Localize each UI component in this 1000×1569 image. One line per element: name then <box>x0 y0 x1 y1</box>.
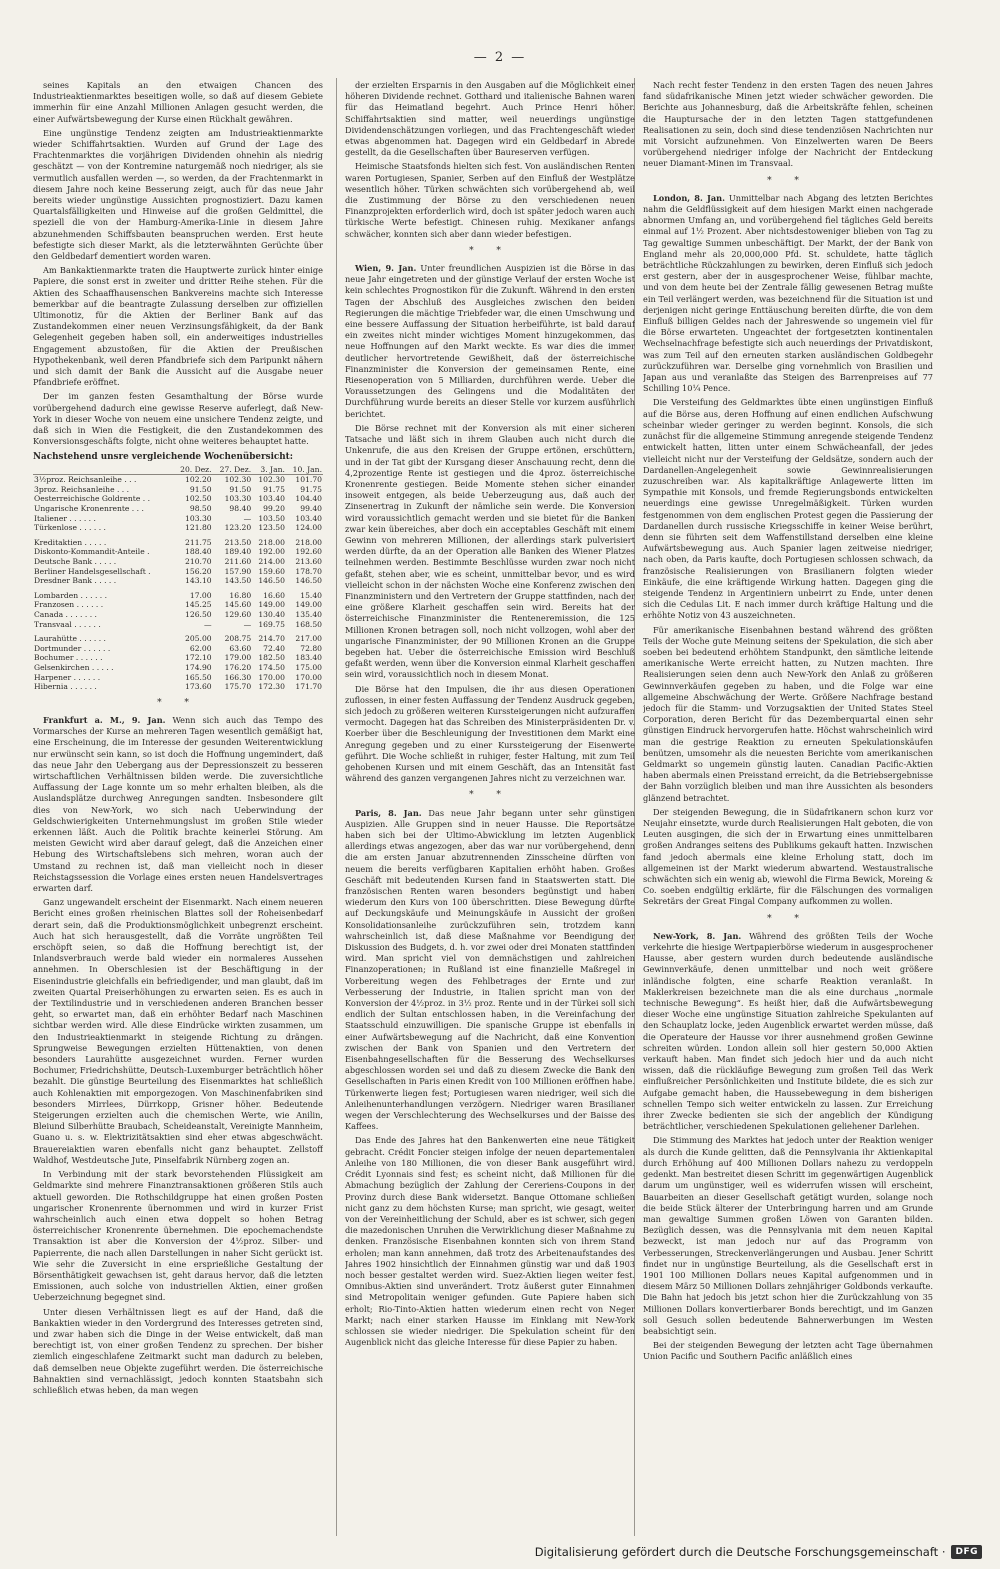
quote-cell: 63.60 <box>229 643 252 653</box>
quote-cell: 213.60 <box>295 557 322 567</box>
quote-cell: 102.30 <box>224 475 252 485</box>
quote-cell: 99.20 <box>263 504 285 514</box>
table-header-cell: 3. Jan. <box>252 465 286 475</box>
quote-cell: 98.40 <box>229 504 252 514</box>
quote-cell: 172.10 <box>185 653 212 663</box>
quote-cell: 149.00 <box>295 600 322 610</box>
quote-cell: 103.30 <box>185 513 212 523</box>
quote-cell: 168.50 <box>295 619 322 629</box>
quote-cell: 218.00 <box>295 537 322 547</box>
table-header-cell <box>33 465 173 475</box>
paragraph <box>643 931 933 1133</box>
security-name-cell: 3½proz. Reichsanleihe . . . <box>34 475 137 485</box>
table-header-cell: 27. Dez. <box>213 465 253 475</box>
table-row <box>33 682 323 692</box>
quote-cell: 16.60 <box>263 590 285 600</box>
paragraph: In Verbindung mit der stark bevorstehenden Flüssigkeit am Geldmarkte sind mehrere Finanztransaktionen größeren Stils auch aktuell geworden. Die Rothschildgruppe hat einen großen Posten ungarischer Kronenrente übernommen und wird in kurzer Frist wahrscheinlich auch einen etwa doppelt so hohen Betrag österreichischer Kronenrente übernehmen. Die epochemachendste Transaktion ist aber die Konversion der 4½proz. Silber- und Papierrente, die nach allen Darstellungen in naher Sicht gerückt ist. Wie sehr die Zuversicht in eine ersprießliche Gestaltung der Börsenthätigkeit gewachsen ist, geht daraus hervor, daß die letzten Emissionen, auch solche von industriellen Aktien, einer großen Ueberzeichnung begegnet sind. <box>33 1169 323 1303</box>
quote-cell: 103.40 <box>295 513 322 523</box>
table-row <box>33 600 323 610</box>
quote-cell: 103.50 <box>258 513 285 523</box>
quote-cell: 91.50 <box>229 484 252 494</box>
quote-cell: 188.40 <box>185 547 212 557</box>
table-row <box>33 673 323 683</box>
paragraph: Eine ungünstige Tendenz zeigten am Industrieaktienmarkte wieder Schiffahrtsaktien. Wurden auf Grund der Lage des Frachtenmarktes die vorjährigen Dividenden ohnehin als niedrig geschätzt — von der Kontremine naturgemäß noch niedriger, als sie vermutlich ausfallen werden —, so werden, da der Frachtenmarkt in diesem Jahre noch keine Besserung zeigt, auch für das neue Jahr bereits wieder ungünstige Aussichten prognostiziert. Dazu kamen Quartalsfälligkeiten und Hinweise auf die großen Geldmittel, die speziell die von der Hamburg-Amerika-Linie in diesem Jahre abzunehmenden Schiffsbauten beanspruchen werden. Erst heute befestigte sich dieser Markt, als die letzterwähnten Gerüchte über den Geldbedarf dementiert worden waren. <box>33 127 323 262</box>
section-separator: * * <box>157 697 199 708</box>
security-name-cell: Türkenlose . . . . . . <box>34 523 106 533</box>
security-name-cell: Italiener . . . . . . <box>34 513 96 523</box>
table-row <box>33 494 323 504</box>
section-separator: * * <box>767 913 809 924</box>
quote-cell: 104.40 <box>295 494 322 504</box>
security-name-cell: Gelsenkirchen . . . . . <box>34 662 114 672</box>
table-row <box>33 475 323 485</box>
quote-cell: 91.75 <box>263 484 285 494</box>
table-row <box>33 576 323 586</box>
security-name-cell: Dortmunder . . . . . . <box>34 643 111 653</box>
dateline-paris: Paris, 8. Jan. <box>355 807 422 818</box>
column-left <box>33 80 323 1535</box>
quote-cell: 149.00 <box>258 600 285 610</box>
column-right <box>643 80 933 1535</box>
quote-cell: 130.40 <box>258 610 285 620</box>
security-name-cell: Transvaal . . . . . . <box>34 619 101 629</box>
quote-cell: 157.90 <box>224 566 252 576</box>
section-separator: * * <box>469 790 511 801</box>
quote-cell: 62.00 <box>189 643 212 653</box>
quote-cell: 214.70 <box>258 634 285 644</box>
quote-cell: 208.75 <box>224 634 252 644</box>
quote-cell: 170.00 <box>258 672 285 682</box>
security-name-cell: Harpener . . . . . . <box>34 672 101 682</box>
quote-cell: 173.60 <box>185 682 212 692</box>
quote-cell: 103.40 <box>258 494 285 504</box>
table-row <box>33 547 323 557</box>
table-header-cell: 10. Jan. <box>286 465 323 475</box>
column-rule <box>336 78 337 1536</box>
quote-cell: 192.60 <box>295 547 322 557</box>
quote-cell: 143.50 <box>224 576 252 586</box>
paragraph-text: Das neue Jahr begann unter sehr günstigen Auspizien. Alle Gruppen sind in neuer Hausse. Die Reportsätze haben sich bei der Ultimo-Abwicklung im letzten Augenblick allerdings etwas angezogen, aber das war nur vorübergehend, denn die am ersten Januar abzutrennenden Zinsscheine dürften von neuem die bereits verfügbaren Kapitalien erhöht haben. Großes Geschäft mit bedeutenden Kursen fand in Staatswerten statt. Die französischen Renten waren besonders begünstigt und haben wiederum den Kurs von 100 überschritten. Diese Bewegung dürfte auf Deckungskäufe und Meinungskäufe in Aussicht der großen Konsolidationsanleihe zurückzuführen sein, trotzdem kann wahrscheinlich ist, daß diese Maßnahme vor Beendigung der Diskussion des Budgets, d. h. vor zwei oder drei Monaten stattfinden wird. Man spricht viel von demnächstigen und zahlreichen Finanzoperationen; in Rußland ist eine finanzielle Maßregel in Vorbereitung wegen des Fehlbetrages der Ernte und zur Verbesserung der Industrie, in Italien spricht man von der Konversion der 4½proz. in 3½ proz. Rente und in der Türkei soll sich endlich der Sultan entschlossen haben, in die Vereinfachung der Staatsschuld einzuwilligen. Die spanische Gruppe ist ebenfalls in einer Aufwärtsbewegung auf die Nachricht, daß eine Konvention zwischen der Bank von Spanien und den Vertretern der Eisenbahngesellschaften für die Besserung des Wechselkurses abgeschlossen worden sei und daß zu diesem Zwecke die Bank den Gesellschaften in Paris einen Kredit von 100 Millionen eröffnen habe. Türkenwerte liegen fest; Portugiesen waren niedriger, weil sich die Anleihenunterhandlungen verzögern. Niedriger waren Brasilianer wegen der Verschlechterung des Wechselkurses und der Baisse des Kaffees. <box>345 807 635 1132</box>
quote-cell: 179.00 <box>224 653 252 663</box>
table-row <box>33 610 323 620</box>
quote-cell: 124.00 <box>295 523 322 533</box>
security-name-cell: Kreditaktien . . . . . <box>34 537 107 547</box>
quote-cell: 123.50 <box>258 523 285 533</box>
table-row <box>33 567 323 577</box>
table-header-cell: 20. Dez. <box>173 465 213 475</box>
quote-cell: 213.50 <box>224 537 252 547</box>
paragraph: Die Börse hat den Impulsen, die ihr aus diesen Operationen zuflossen, in einer festen Auffassung der Tendenz Ausdruck gegeben, sich jedoch zu größeren weiteren Kurssteigerungen nicht aufzuraffen vermocht. Dagegen hat das Schreiben des Ministerpräsidenten Dr. v. Koerber über die Beschleunigung der Investitionen dem Markt eine Anregung gegeben und zu einer Kurssteigerung der Eisenwerte geführt. Die Woche schließt in ruhiger, fester Haltung, mit zum Teil gehobenen Kursen und mit einem Geschäft, das an Intensität fast während des ganzen vergangenen Jahres nicht zu verzeichnen war. <box>345 683 635 784</box>
quote-cell: 205.00 <box>185 634 212 644</box>
quote-cell: 72.80 <box>300 643 322 653</box>
quote-cell: 175.70 <box>224 682 252 692</box>
quote-cell: 102.30 <box>258 475 285 485</box>
quote-cell: 159.60 <box>258 566 285 576</box>
security-name-cell: Deutsche Bank . . . . . <box>34 557 117 567</box>
table-row <box>33 644 323 654</box>
paragraph: Unter diesen Verhältnissen liegt es auf der Hand, daß die Bankaktien wieder in den Vordergrund des Interesses getreten sind, und zwar haben sich die Dinge in der Weise entwickelt, daß man berechtigt ist, von einer großen Tendenz zu sprechen. Der bisher ziemlich eingeschlafene Zeitmarkt sucht man dadurch zu beleben, daß demselben neue Objekte zugeführt werden. Die österreichische Bahnaktien sind vernachlässigt, jedoch konnten Staatsbahn sich schließlich etwas heben, da man wegen <box>33 1306 323 1395</box>
table-title: Nachstehend unsre vergleichende Wochenübersicht: <box>33 451 293 462</box>
paragraph: Bei der steigenden Bewegung der letzten acht Tage übernahmen Union Pacific und Southern Pacific anläßlich eines <box>643 1340 933 1362</box>
footer-text: Digitalisierung gefördert durch die Deutsche Forschungsgemeinschaft · <box>534 1545 946 1559</box>
column-middle <box>345 80 635 1535</box>
security-name-cell: Dresdner Bank . . . . . <box>34 576 117 586</box>
quote-cell: 17.00 <box>189 590 212 600</box>
quote-cell: 102.50 <box>185 494 212 504</box>
security-name-cell: Laurahütte . . . . . . <box>34 634 106 644</box>
security-name-cell: Franzosen . . . . . . <box>34 600 104 610</box>
quote-cell: 91.75 <box>300 484 322 494</box>
quote-cell: 171.70 <box>295 682 322 692</box>
security-name-cell: Lombarden . . . . . . <box>34 590 108 600</box>
security-name-cell: Diskonto-Kommandit-Anteile . <box>34 547 150 557</box>
security-name-cell: Oesterreichische Goldrente . . <box>34 494 151 504</box>
page-number: — 2 — <box>473 50 527 65</box>
quote-cell: 175.00 <box>295 662 322 672</box>
quote-cell: 143.10 <box>185 576 212 586</box>
table-header-row <box>33 465 323 475</box>
section-separator: * * <box>767 175 809 186</box>
quote-cell: 101.70 <box>295 475 322 485</box>
table-row <box>33 485 323 495</box>
quote-cell: 98.50 <box>189 504 212 514</box>
table-row <box>33 538 323 548</box>
table-row <box>33 557 323 567</box>
quote-cell: 156.20 <box>185 566 212 576</box>
table-row <box>33 663 323 673</box>
paragraph: Die Stimmung des Marktes hat jedoch unter der Reaktion weniger als durch die Kunde gelitten, daß die Pennsylvania ihr Aktienkapital durch Erhöhung auf 400 Millionen Dollars nahezu zu verdoppeln gedenkt. Man bestreitet diesen Schritt im gegenwärtigen Augenblick darum um ungünstiger, weil es widerrufen wissen will erscheint, Bauarbeiten an dieser Gesellschaft getätigt wurden, solange noch die beide Stück älterer der Unterbringung harren und am Grunde man gewaltige Summen großen Löwen von Garanten bilden. Bezüglich dessen, was die Pennsylvania mit dem neuen Kapital bezweckt, ist man jedoch nur auf das Programm von Verbesserungen, Streckenverlängerungen und Ausbau. Jener Schritt findet nur in ungünstige Beurteilung, als die Gesellschaft erst in 1901 100 Millionen Dollars neues Kapital aufgenommen und in diesem März 50 Millionen Dollars zehnjähriger Goldbonds verkaufte. Die Bahn hat jedoch bis jetzt schon hier die Zurückzahlung von 35 Millionen Dollars konvertierbarer Bonds berechtigt, und im Ganzen soll Gesuch sollen bedeutende Bahnerwerbungen im Westen beabsichtigt sein. <box>643 1135 933 1336</box>
paragraph: Der steigenden Bewegung, die in Südafrikanern schon kurz vor Neujahr einsetzte, wurde durch Realisierungen Halt geboten, die von Leuten ausgingen, die sich der in Erwartung eines unmittelbaren großen Andranges seitens des Publikums gekauft hatten. Inzwischen fand jedoch abermals eine kleine Erholung statt, doch im allgemeinen ist der Markt wiederum abwartend. Westaustralische schwächten sich ein wenig ab, wiewohl die Firma Bewick, Moreing & Co. soeben endgültig erklärte, für die Fälschungen des vormaligen Sekretärs der Great Fingal Company aufkommen zu wollen. <box>643 806 933 907</box>
quote-cell: 174.90 <box>185 662 212 672</box>
quote-cell: 135.40 <box>295 610 322 620</box>
quote-cell: 178.70 <box>295 566 322 576</box>
quote-cell: 99.40 <box>300 504 322 514</box>
quote-cell: 170.00 <box>295 672 322 682</box>
table-row <box>33 653 323 663</box>
paragraph: Nach recht fester Tendenz in den ersten Tagen des neuen Jahres fand südafrikanische Minen jetzt wieder schwächer geworden. Die Berichte aus Johannesburg, daß die Arbeitskräfte fehlen, scheinen die Hauptursache der in den letzten Tagen stattgefundenen Realisationen zu sein, doch sind diese tendenziösen Nachrichten nur mit Vorsicht aufzunehmen. Von Einzelwerten waren De Beers vorübergehend niedriger infolge der Nachricht der Entdeckung neuer Diamant-Minen im Transvaal. <box>643 80 933 169</box>
paragraph-text: Unter freundlichen Auspizien ist die Börse in das neue Jahr eingetreten und der günstige Verlauf der ersten Woche ist kein schlechtes Prognostikon für die Zukunft. Während in den ersten Tagen der Abschluß des Ausgleiches zwischen den beiden Regierungen die mächtige Triebfeder war, die einen Umschwung und eine bessere Auffassung der Situation herbeiführte, ist bald darauf ein zweites nicht minder wichtiges Moment hinzugekommen, das neue Hoffnungen auf den Markt weckte. Es war dies die immer deutlicher hervortretende Gewißheit, daß der österreichische Finanzminister die Konversion der gemeinsamen Rente, eine Riesenoperation von 5 Milliarden, durchführen werde. Ueber die Voraussetzungen des Gelingens und die Modalitäten der Durchführung wurde bereits an dieser Stelle vor kurzem ausführlich berichtet. <box>345 263 635 419</box>
quote-cell: — <box>243 513 252 523</box>
quote-cell: 15.40 <box>300 590 322 600</box>
paragraph: Ganz ungewandelt erscheint der Eisenmarkt. Nach einem neueren Bericht eines großen rheinischen Blattes soll der Roheisenbedarf derart sein, daß die Produktionsmöglichkeit unbegrenzt erscheint. Auch hat sich herausgestellt, daß die Vorräte ungrößten Teil erschöpft seien, so daß die Hoffnung berechtigt ist, der Inlandsverbrauch werde bald wieder ein normaleres Aussehen annehmen. In Oberschlesien ist der Beschäftigung in der Eisenindustrie gleichfalls ein befriedigender, und man glaubt, daß im zweiten Quartal Preiserhöhungen zu erwarten seien. Es es auch in der Textilindustrie und in verschiedenen anderen Branchen besser geht, so erwartet man, daß ein erhöhter Bedarf nach Maschinen sichtbar werden wird. Alle diese Eindrücke wirkten zusammen, um den Industrieaktienmarkt in steigende Richtung zu drängen. Sprungweise Bewegungen erzielten Hüttenaktien, von denen besonders Laurahütte ausgezeichnet wurden. Ferner wurden Bochumer, Friedrichshütte, Deutsch-Luxemburger beträchtlich höher bezahlt. Die günstige Beurteilung des Eisenmarktes hat schließlich auch Kohlenaktien mit emporgezogen. Von Maschinenfabriken sind besonders Mirrlees, Dürrkopp, Grisner höher. Bedeutende Steigerungen erzielten auch die chemischen Werte, wie Anilin, Bleiund Silberhütte Braubach, Scheideanstalt, Vereinigte Mannheim, Guano u. s. w. Elektrizitätsaktien sind eher etwas abgeschwächt. Brauereiaktien waren ebenfalls nicht ganz behauptet. Zellstoff Waldhof, Westdeutsche Jute, Pinselfabrik Nürnberg zogen an. <box>33 897 323 1165</box>
quote-cell: 91.50 <box>189 484 212 494</box>
dateline-london: London, 8. Jan. <box>653 192 725 203</box>
paragraph <box>643 193 933 395</box>
quote-cell: — <box>243 619 252 629</box>
quote-cell: 183.40 <box>295 653 322 663</box>
paragraph: Am Bankaktienmarkte traten die Hauptwerte zurück hinter einige Papiere, die sonst erst in zweiter und dritter Reihe stehen. Für die Aktien des Schaaffhausenschen Bankvereins machte sich Interesse bemerkbar auf die beantragte Zulassung derselben zur offiziellen Ultimonotiz, für die Aktien der Berliner Bank auf das Zustandekommen einer neuen Verzinsungsfähigkeit, da der Bank Gelegenheit gegeben haben soll, ein anderweitiges industrielles Engagement abzustoßen, für die Aktien der Preußischen Hypothekenbank, weil deren Pfandbriefe sich dem Paripunkt nähern und sich damit der Bank die Aussicht auf die Ausgabe neuer Pfandbriefe eröffnet. <box>33 265 323 388</box>
quote-cell: 145.25 <box>185 600 212 610</box>
quote-cell: 214.00 <box>258 557 285 567</box>
quote-cell: 145.60 <box>224 600 252 610</box>
quote-cell: 165.50 <box>185 672 212 682</box>
quote-cell: 102.20 <box>185 475 212 485</box>
security-name-cell: Canada . . . . . . . <box>34 610 97 620</box>
quote-cell: 121.80 <box>185 523 212 533</box>
paragraph: Die Versteifung des Geldmarktes übte einen ungünstigen Einfluß auf die Börse aus, deren Hoffnung auf einen endlichen Aufschwung scheinbar wieder geringer zu werden beginnt. Konsols, die sich zunächst für die allgemeine Stimmung anregende steigende Tendenz entwickelt hatten, litten unter einem Schwächeanfall, der jedes vielleicht nicht nur der Versteifung der Geldsätze, sondern auch der Dardanellen-Angelegenheit sowie Gewinnrealisierungen zuzuschreiben war. Als kapitalkräftige Anlagewerte litten im Sympathie mit Konsols, und fremde Regierungsbonds entwickelten neuerdings eine gewisse Unregelmäßigkeit. Türken wurden festgenommen von dem englischen Protest gegen die Passierung der Dardanellen durch russische Kriegsschiffe in keiner Weise berührt, denn sie führten seit dem Waffenstillstand derselben eine kleine Aufwärtsbewegung aus. Auch Spanier lagen zeitweise niedriger, nach oben, da Paris kaufte, doch Portugiesen schlossen schwach, da französische Realisierungen von Brasilianern folgten wieder Einkäufe, die eine kräftigende Wirkung hatten. Dagegen ging die steigende Tendenz in Argentiniern unbeirrt zu Ende, unter denen sich die Cedulas Lit. E nach immer durch kräftige Haltung und die erhöhte Notiz von 43 auszeichneten. <box>643 397 933 621</box>
quote-cell: 174.50 <box>258 662 285 672</box>
quote-cell: 218.00 <box>258 537 285 547</box>
quote-cell: 182.50 <box>258 653 285 663</box>
security-name-cell: Bochumer . . . . . . <box>34 653 103 663</box>
table-row <box>33 620 323 630</box>
paragraph-text: Wenn sich auch das Tempo des Vormarsches der Kurse an mehreren Tagen wesentlich gemäßigt hat, eine Erscheinung, die im Interesse der gesunden Weiterentwicklung nur erwünscht sein kann, so ist doch die Hoffnung ungemindert, daß das neue Jahr den Uebergang aus der Depressionszeit zu besseren wirtschaftlichen Verhältnissen bilden werde. Die zuversichtliche Auffassung der Lage konnte um so mehr erhalten bleiben, als die Auslandsplätze durchweg Anregungen sandten. Insbesondere gilt dies von New-York, wo sich nach Ueberwindung der Geldschwierigkeiten Unternehmungslust im großen Stile wieder erkennen läßt. Auch die Politik brachte keinerlei Störung. Am meisten Gewicht wird aber darauf gelegt, daß die Anzeichen einer Hebung des Wirtschaftslebens sich mehren, woran auch der Umstand zu rechnen ist, daß man vielleicht noch in dieser Reichstagssession die Vorlage eines ersten neuen Handelsvertrages erwarten darf. <box>33 714 323 894</box>
paragraph: seines Kapitals an den etwaigen Chancen des Industrieaktienmarktes beseitigen wolle, so daß auf diesem Gebiete immerhin für eine Anzahl Millionen Anlagen gesucht werden, die einer Aufwärtsbewegung der Kurse einen Rückhalt gewähren. <box>33 80 323 124</box>
quote-cell: 211.60 <box>224 557 252 567</box>
quote-cell: 211.75 <box>185 537 212 547</box>
quote-cell: 123.20 <box>224 523 252 533</box>
quote-cell: 189.40 <box>224 547 252 557</box>
paragraph <box>33 715 323 894</box>
table-row <box>33 523 323 533</box>
quote-cell: 166.30 <box>224 672 252 682</box>
security-name-cell: Hibernia . . . . . . <box>34 682 97 692</box>
quote-cell: 176.20 <box>224 662 252 672</box>
security-name-cell: Berliner Handelsgesellschaft . <box>34 566 151 576</box>
table-row <box>33 514 323 524</box>
quote-cell: 169.75 <box>258 619 285 629</box>
table-row <box>33 634 323 644</box>
quote-cell: 146.50 <box>295 576 322 586</box>
paragraph-text: Während des größten Teils der Woche verkehrte die hiesige Wertpapierbörse wiederum in ausgesprochener Hausse, aber gestern wurden durch bedeutende ausländische Gewinnverkäufe, denen unmittelbar und noch weit größere inländische folgten, eine scharfe Reaktion veranlaßt. In Maklerkreisen bezeichnete man die als eine durchaus „normale technische Bewegung“. Es heißt hier, daß die Aufwärtsbewegung dieser Woche eine ungünstige Situation zahlreiche Spekulanten auf den Schauplatz locke, jeden Augenblick erwartet werden müsse, daß die Operateure der Hausse vor ihrer ausnehmend großen Gewinne schreiten würden. London allein soll hier gestern 50,000 Aktien verkauft haben. Man findet sich jedoch hier und da auch nicht wissen, daß die rückläufige Bewegung zum großen Teil das Werk einflußreicher Persönlichkeiten und Institute bildete, die es sich zur Aufgabe gemacht haben, die Haussebewegung in dem bisherigen schnellen Tempo sich weiter entwickeln zu lassen. Zur Erreichung ihrer Zwecke bedienten sie sich der angeblich der Kündigung beträchtlicher, verschiedenen Spekulationen geliehener Darlehen. <box>643 930 933 1132</box>
quote-cell: — <box>204 619 212 629</box>
security-name-cell: Ungarische Kronenrente . . . <box>34 504 144 514</box>
paragraph <box>345 263 635 420</box>
paragraph: Der im ganzen festen Gesamthaltung der Börse wurde vorübergehend dadurch eine gewisse Reserve auferlegt, daß New-York in dieser Woche von neuem eine unsichere Tendenz zeigte, und daß sich in Wien die Festigkeit, die den Zustandekommen des Konversionsgeschäfts folgte, nicht ohne weiteres behauptet hatte. <box>33 391 323 447</box>
table-row <box>33 504 323 514</box>
paragraph-text: Unmittelbar nach Abgang des letzten Berichtes nahm die Geldflüssigkeit auf dem hiesigen Markt einen nachgerade abnormen Umfang an, und vorübergehend fiel tägliches Geld bereits einmal auf 1½ Prozent. Aber nichtsdestoweniger blieben von Tag zu Tag gewaltige Summen unbeschäftigt. Der Markt, der der Bank von England mehr als 20,000,000 Pfd. St. schuldete, hatte täglich beträchtliche Rückzahlungen zu bewirken, deren Einfluß sich jedoch erst gestern, aber der in ausgesprochener Weise, fühlbar machte, und von dem heute bei der Zentrale fällig gewesenen Betrag mußte ein Teil verlängert werden, was bezeichnend für die Situation ist und derjenigen nicht geringe Enttäuschung bereiten dürfte, die von dem Einfluß billigen Geldes nach der Jahreswende so ungemein viel für die Börse erwarteten. Ungeachtet der fortgesetzten kontinentalen Wechselnachfrage befestigte sich auch neuerdings der Privatdiskont, was zum Teil auf den erneuten starken ausländischen Goldbegehr zurückzuführen war. Derselbe ging vornehmlich von Brasilien und Japan aus und veranlaßte das Steigen des Barrenpreises auf 77 Schilling 10¼ Pence. <box>643 192 933 394</box>
quote-cell: 129.60 <box>224 610 252 620</box>
quote-cell: 192.00 <box>258 547 285 557</box>
quote-cell: 172.30 <box>258 682 285 692</box>
quote-cell: 210.70 <box>185 557 212 567</box>
paragraph: Die Börse rechnet mit der Konversion als mit einer sicheren Tatsache und läßt sich in ihrem Glauben auch nicht durch die Unkenrufe, die aus den Kreisen der Gruppe ertönen, erschüttern, und in der Tat gibt der Kursgang dieser Anschauung recht, denn die 4,2prozentige Rente ist gestiegen und die 4proz. österreichische Kronenrente gestiegen. Beide Momente stehen sicher einander insoweit entgegen, als beide Ueberzeugung aus, daß auch der Zinsenertrag in Zukunft der nämliche sein werde. Die Konversion wird voraussichtlich gemacht werden und sie bietet für die Banken zwar kein übereiches, aber doch ein acceptables Geschäft mit einem Gewinn von mehreren Millionen, der allerdings stark pulverisiert werden dürfte, da an der Operation alle Banken des Wiener Platzes teilnehmen werden. Bestimmte Beschlüsse wurden zwar noch nicht gefaßt, stehen aber, wie es scheint, unmittelbar bevor, und es wird vielleicht schon in der nächsten Woche eine Konferenz zwischen den Finanzministern und den Vertretern der Gruppe stattfinden, nach der eine größere Klarheit geschaffen sein wird. Bereits hat der österreichische Finanzminister die Renteneremission, die 125 Millionen Kronen betragen soll, noch nicht vollzogen, wohl aber der ungarische Finanzminister, der 90 Millionen Kronen an die Gruppe begeben hat. Ueber die österreichische Emission wird Beschluß gefaßt werden, wenn über die Konversion einmal Klarheit geschaffen sein wird, voraussichtlich noch in diesem Monat. <box>345 422 635 680</box>
section-separator: * * <box>469 245 511 256</box>
dateline-newyork: New-York, 8. Jan. <box>653 930 742 941</box>
paragraph <box>345 808 635 1133</box>
quote-cell: 16.80 <box>229 590 252 600</box>
quote-cell: 146.50 <box>258 576 285 586</box>
quote-cell: 217.00 <box>295 634 322 644</box>
paragraph: der erzielten Ersparnis in den Ausgaben auf die Möglichkeit einer höheren Dividende rechnet. Gotthard und italienische Bahnen waren für das Heimatland begehrt. Auch Prince Henri höher. Schiffahrtsaktien sind matter, weil neuerdings ungünstige Dividendenschätzungen vorliegen, und das Frachtengeschäft wieder etwas abgenommen hat. Dagegen wird ein Geldbedarf in Abrede gestellt, da die Gesellschaften über Baureserven verfügen. <box>345 80 635 158</box>
quote-cell: 103.30 <box>224 494 252 504</box>
quote-cell: 126.50 <box>185 610 212 620</box>
dateline-frankfurt: Frankfurt a. M., 9. Jan. <box>43 714 166 725</box>
dateline-wien: Wien, 9. Jan. <box>355 263 417 274</box>
dfg-logo: DFG <box>951 1545 982 1559</box>
paragraph: Das Ende des Jahres hat den Bankenwerten eine neue Tätigkeit gebracht. Crédit Foncier steigen infolge der neuen departementalen Anleihe von 180 Millionen, die von dieser Bank ausgeführt wird. Crédit Lyonnais sind fest; es scheint nicht, daß Millionen für die Abmachung bezüglich der Zahlung der Cereriens-Coupons in der Provinz durch diese Bank widersetzt. Banque Ottomane schließen nicht ganz zu dem höchsten Kurse; man spricht, wie gesagt, weiter von der Vereinheitlichung der Schuld, aber es ist schwer, sich gegen die mazedonischen Unruhen die Verwirklichung dieser Maßnahme zu denken. Französische Eisenbahnen konnten sich von ihrem Stand erholen; man kann annehmen, daß trotz des Arbeitenaufstandes des Jahres 1902 hinsichtlich der Einnahmen günstig war und daß 1903 noch besser gestaltet werden wird. Suez-Aktien liegen weiter fest. Omnibus-Aktien sind unverändert. Trotz äußerst guter Einnahmen sind Metropolitain weniger gefunden. Gute Papiere haben sich erholt; Rio-Tinto-Aktien hatten wiederum einen recht von Neger Markt; nach einer starken Hausse im Einklang mit New-York schlossen sie wieder niedriger. Die Spekulation scheint für den Augenblick nicht das gleiche Interesse für diese Papier zu haben. <box>345 1135 635 1348</box>
paragraph: Heimische Staatsfonds hielten sich fest. Von ausländischen Renten waren Portugiesen, Spanier, Serben auf den Einfluß der Westplätze wesentlich höher. Türken schwächten sich vorübergehend ab, weil die Zustimmung der Börse zu den verschiedenen neuen Finanzprojekten erforderlich wird, doch ist später jedoch waren auch türkische Werte befestigt. Chinesen ruhig. Mexikaner anfangs schwächer, konnten sich aber dann wieder befestigen. <box>345 161 635 239</box>
quote-cell: 72.40 <box>263 643 285 653</box>
security-name-cell: 3proz. Reichsanleihe . . . <box>34 484 130 494</box>
paragraph: Für amerikanische Eisenbahnen bestand während des größten Teils der Woche gute Meinung seitens der Spekulation, die sich aber soeben bei bedeutend erhöhtem Standpunkt, den sämtliche leitende amerikanische Werte erreicht hatten, zu Nutzen machten. Ihre Realisierungen seien denn auch New-York den Anlaß zu größeren Gewinnverkäufen gegeben zu haben, und die Folge war eine allgemeine Abschwächung der Werte. Größere Nachfrage bestand jedoch für die Stamm- und Vorzugsaktien der United States Steel Corporation, deren Bericht für das Dezemberquartal einen sehr günstigen Eindruck hervorgerufen hatte. Höchst wahrscheinlich wird man die gestrige Reaktion zu erneuten Spekulationskäufen benützen, umsomehr als die neuesten Berichte vom amerikanischen Geldmarkt so ungemein günstig lauten. Canadian Pacific-Aktien haben abermals einen Preisstand erreicht, da die Betriebsergebnisse der Bahn vorzüglich bleiben und man ihre Aussichten als besonders glänzend betrachtet. <box>643 624 933 803</box>
weekly-overview-table <box>33 465 323 692</box>
table-row <box>33 591 323 601</box>
digitization-footer <box>535 1545 982 1559</box>
